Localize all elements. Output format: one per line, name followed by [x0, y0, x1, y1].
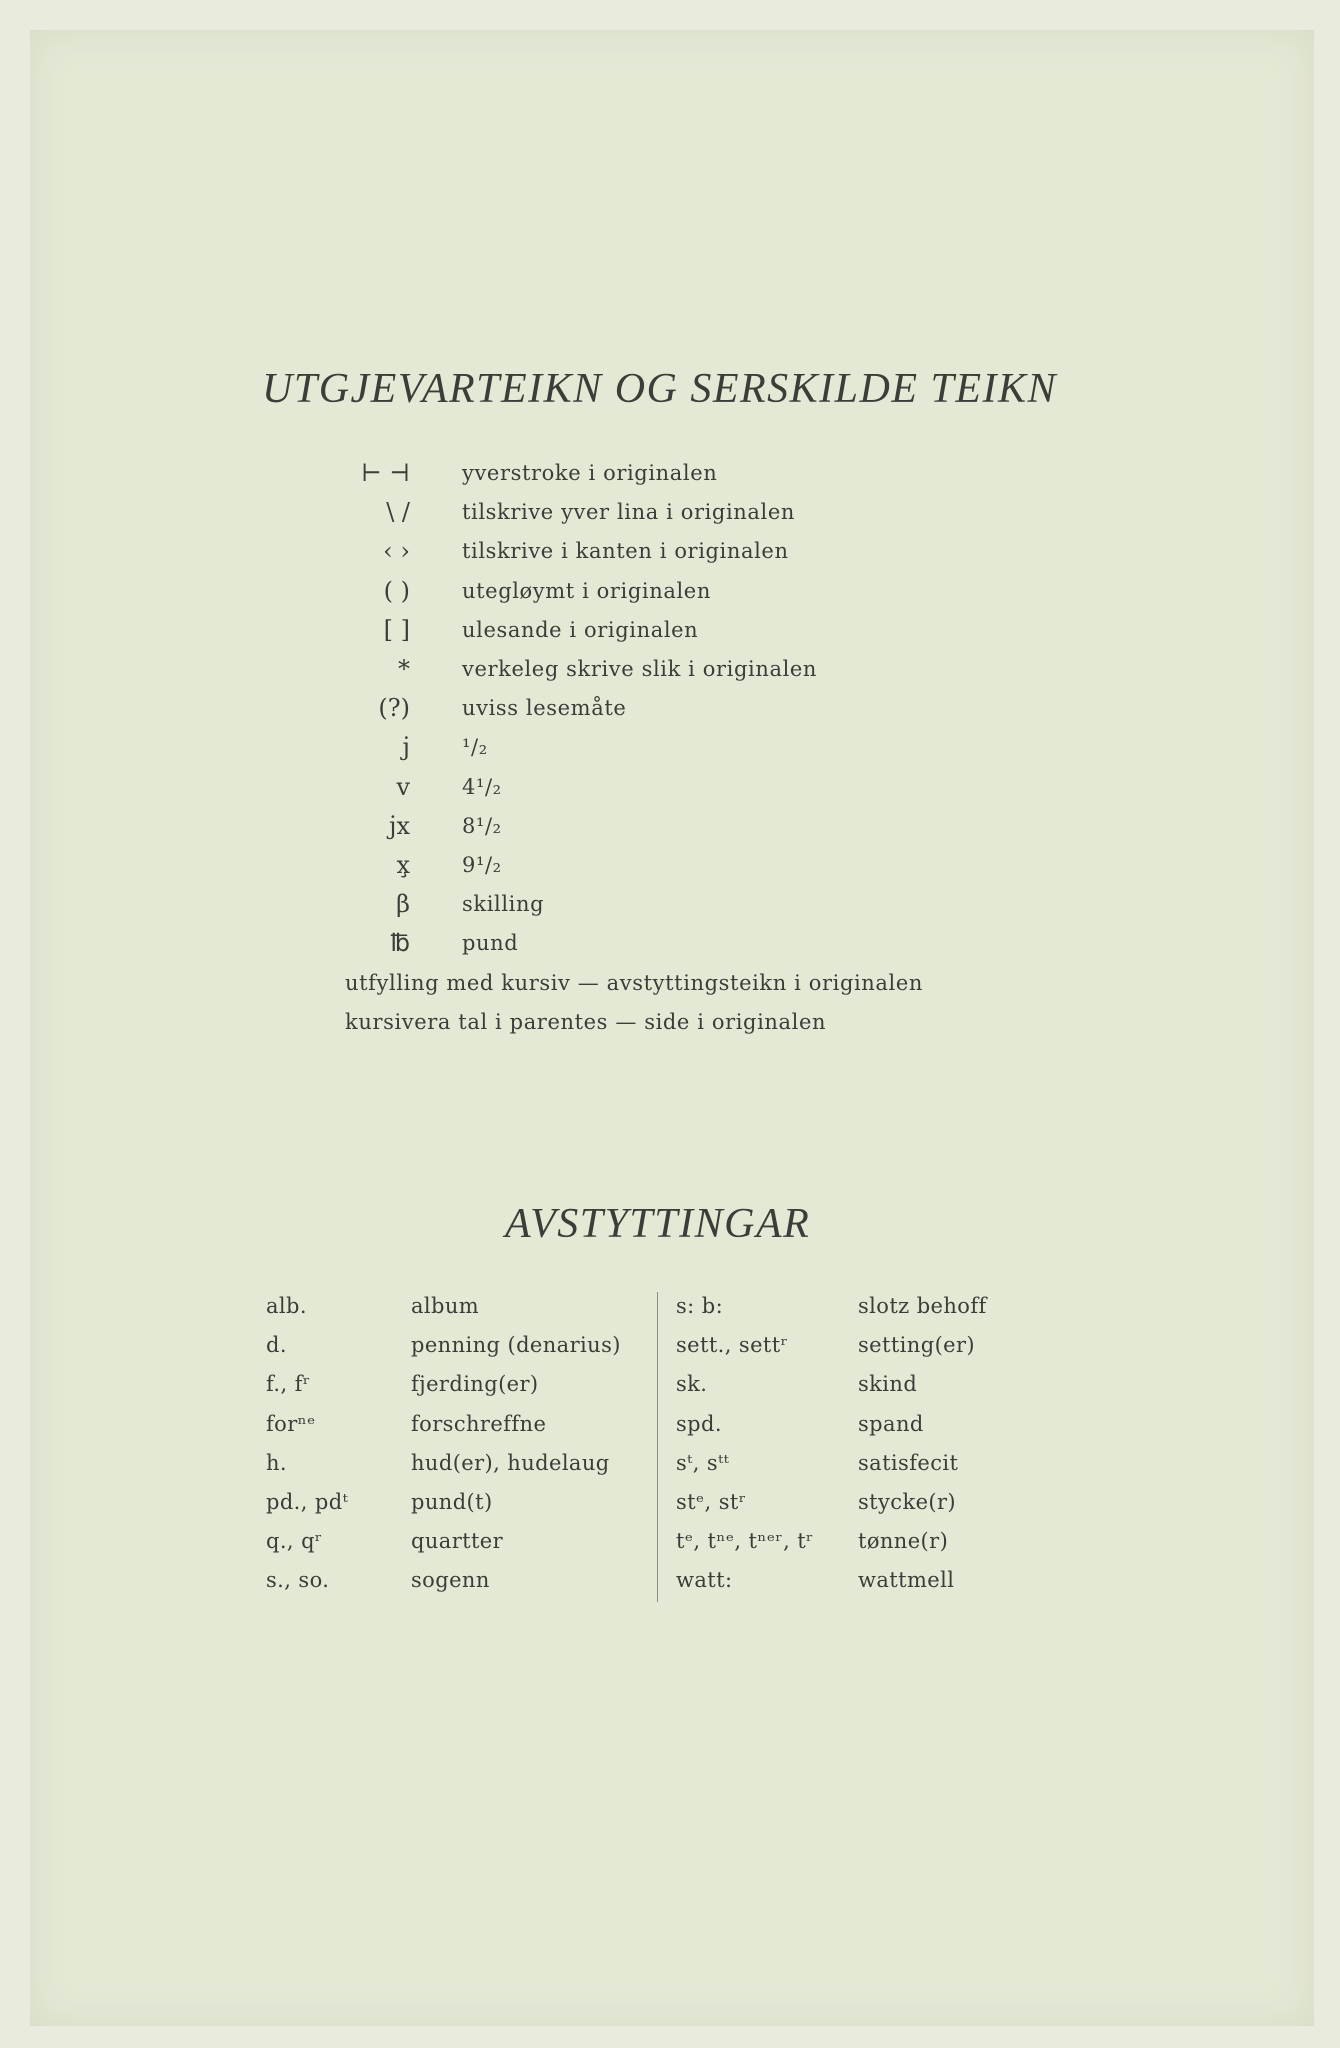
symbol-description: tilskrive yver lina i originalen [462, 500, 795, 525]
symbol-description: 4¹/₂ [462, 774, 502, 799]
abbreviation-meaning: setting(er) [858, 1333, 976, 1358]
abbreviation-meaning: tønne(r) [858, 1529, 949, 1554]
abbreviation-meaning: hud(er), hudelaug [411, 1450, 610, 1475]
abbreviation-meaning: quartter [411, 1529, 504, 1554]
abbreviation: sᵗ, sᵗᵗ [676, 1450, 730, 1475]
abbreviation-meaning: fjerding(er) [411, 1372, 539, 1397]
abbreviation-meaning: stycke(r) [858, 1489, 957, 1514]
symbol-mark: ⊢ ⊣ [361, 459, 410, 487]
abbreviation: stᵉ, stʳ [676, 1489, 747, 1514]
abbreviation: f., fʳ [266, 1372, 311, 1397]
symbol-mark: j̇x [389, 811, 410, 840]
symbol-description: 9¹/₂ [462, 852, 502, 877]
abbreviation-meaning: penning (denarius) [411, 1333, 621, 1358]
abbreviation-meaning: skind [858, 1372, 918, 1397]
symbol-description: ¹/₂ [462, 735, 488, 760]
section-title-abbreviations: AVSTYTTINGAR [505, 1201, 811, 1247]
symbol-description: utegløymt i originalen [462, 578, 711, 603]
section-title-editorial-signs: UTGJEVARTEIKN OG SERSKILDE TEIKN [262, 366, 1058, 412]
symbol-mark: (?) [378, 694, 410, 723]
symbol-mark: ( ) [383, 576, 410, 605]
symbol-mark: j̇ [402, 733, 410, 762]
symbol-mark: \ / [386, 498, 410, 527]
symbol-mark: v [396, 772, 410, 801]
symbol-mark: [ ] [383, 615, 410, 644]
abbreviation-meaning: spand [858, 1411, 924, 1436]
convention-notes [345, 964, 923, 1042]
abbreviation: watt: [676, 1568, 733, 1593]
abbreviation: s: b: [676, 1294, 724, 1318]
symbol-mark: β [396, 890, 410, 919]
symbol-description: pund [462, 931, 519, 956]
abbreviation-meaning: slotz behoff [858, 1294, 987, 1318]
symbol-description: uviss lesemåte [462, 696, 627, 721]
abbreviation: forⁿᵉ [266, 1411, 316, 1436]
abbreviation: q., qʳ [266, 1529, 323, 1554]
symbol-mark: ‹ › [383, 537, 410, 566]
abbreviation: spd. [676, 1411, 722, 1436]
abbreviation: pd., pdᵗ [266, 1489, 349, 1514]
note-italic-expansion: utfylling med kursiv — avstyttingsteikn i originalen [345, 971, 924, 995]
abbreviation-meaning: pund(t) [411, 1489, 493, 1514]
symbol-mark: x̧ [396, 850, 410, 879]
symbol-description: tilskrive i kanten i originalen [462, 539, 789, 564]
abbreviation-meaning: satisfecit [858, 1450, 959, 1475]
abbreviation-meaning: album [411, 1294, 480, 1318]
abbreviation-meaning: sogenn [411, 1568, 490, 1593]
symbol-description: yverstroke i originalen [462, 461, 718, 485]
column-divider [657, 1292, 658, 1602]
abbreviation: h. [266, 1450, 288, 1475]
note-italic-numbers: kursivera tal i parentes — side i originalen [345, 1010, 827, 1034]
symbol-mark: * [398, 654, 410, 683]
symbol-description: verkeleg skrive slik i originalen [462, 656, 818, 681]
abbreviation: s., so. [266, 1568, 330, 1593]
abbreviation: d. [266, 1333, 287, 1358]
abbreviation: sk. [676, 1372, 708, 1397]
abbreviation: alb. [266, 1294, 307, 1318]
abbreviation-meaning: forschreffne [411, 1411, 547, 1436]
abbreviation-meaning: wattmell [858, 1568, 955, 1593]
abbreviation: sett., settʳ [676, 1333, 789, 1358]
page [30, 30, 1314, 2026]
symbol-mark: ℔ [390, 929, 410, 958]
symbol-description: skilling [462, 892, 545, 917]
symbol-description: ulesande i originalen [462, 617, 699, 642]
symbol-description: 8¹/₂ [462, 813, 502, 838]
abbreviation: tᵉ, tⁿᵉ, tⁿᵉʳ, tʳ [676, 1529, 814, 1554]
